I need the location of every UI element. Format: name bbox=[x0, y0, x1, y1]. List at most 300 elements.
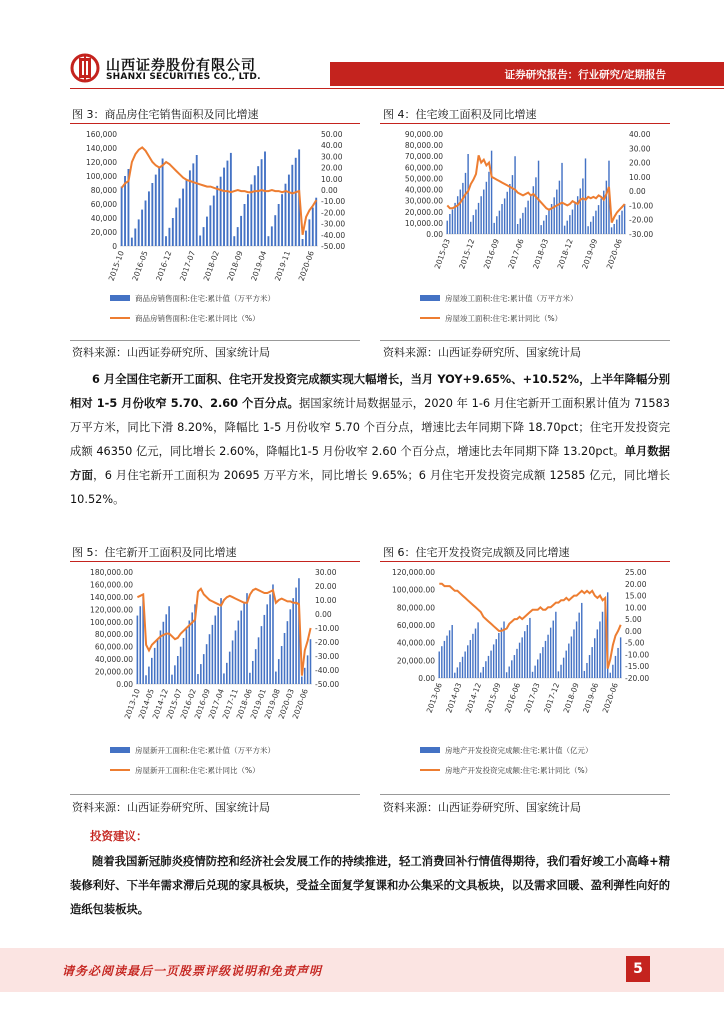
bar-mark bbox=[560, 665, 561, 678]
bar-mark bbox=[310, 639, 312, 684]
left-axis-tick-label: 20,000.00 bbox=[396, 656, 435, 666]
bar-mark bbox=[145, 675, 147, 684]
bar-mark bbox=[196, 155, 198, 246]
bar-mark bbox=[556, 190, 557, 234]
figure-6-chart bbox=[380, 564, 670, 788]
right-axis-tick-label: -40.00 bbox=[315, 666, 340, 675]
bar-mark bbox=[483, 190, 484, 234]
bar-mark bbox=[546, 215, 547, 234]
x-axis-tick-label: 2018-03 bbox=[530, 237, 551, 271]
bar-mark bbox=[459, 662, 460, 678]
bar-mark bbox=[598, 205, 599, 234]
x-axis-tick-label: 2018-06 bbox=[234, 687, 254, 721]
right-axis-tick-label: -20.00 bbox=[321, 208, 346, 218]
right-axis-tick-label: -10.00 bbox=[321, 197, 346, 207]
bar-mark bbox=[581, 603, 582, 678]
bar-mark bbox=[624, 204, 625, 234]
right-axis-tick-label: -15.00 bbox=[625, 662, 650, 672]
bar-mark bbox=[574, 203, 575, 234]
x-axis-tick-label: 2014-12 bbox=[463, 681, 483, 715]
bar-mark bbox=[584, 671, 585, 678]
bar-mark bbox=[555, 612, 556, 678]
bar-mark bbox=[226, 663, 228, 684]
x-axis-tick-label: 2019-11 bbox=[272, 249, 293, 283]
x-axis-tick-label: 2019-08 bbox=[262, 687, 282, 721]
figure-5-rule bbox=[70, 561, 360, 562]
bar-mark bbox=[594, 638, 595, 678]
bar-mark bbox=[553, 197, 554, 234]
bar-mark bbox=[200, 664, 202, 684]
bar-mark bbox=[617, 648, 618, 678]
x-axis-tick-label: 2020-06 bbox=[600, 681, 620, 715]
x-axis-tick-label: 2014-03 bbox=[444, 681, 464, 715]
bar-mark bbox=[278, 204, 280, 246]
bar-mark bbox=[235, 630, 237, 684]
left-axis-tick-label: 160,000 bbox=[85, 130, 117, 139]
right-axis-tick-label: 10.00 bbox=[315, 596, 337, 605]
right-axis-tick-label: 15.00 bbox=[625, 591, 647, 601]
bar-mark bbox=[568, 644, 569, 678]
left-axis-tick-label: 70,000.00 bbox=[404, 152, 443, 162]
bar-mark bbox=[488, 656, 489, 678]
bar-mark bbox=[134, 229, 136, 247]
bar-mark bbox=[517, 224, 518, 234]
bar-mark bbox=[261, 159, 263, 246]
bar-mark bbox=[171, 675, 173, 684]
bar-mark bbox=[610, 673, 611, 678]
bar-mark bbox=[462, 657, 463, 678]
figure-4-chart bbox=[380, 126, 670, 336]
bar-mark bbox=[186, 629, 188, 684]
x-axis-tick-label: 2014-12 bbox=[150, 687, 170, 721]
bar-mark bbox=[590, 222, 591, 234]
bar-mark bbox=[548, 210, 549, 234]
x-axis-tick-label: 2017-12 bbox=[542, 681, 562, 715]
bar-mark bbox=[227, 161, 229, 246]
bar-mark bbox=[602, 612, 603, 678]
bar-mark bbox=[572, 210, 573, 234]
bar-mark bbox=[237, 227, 239, 246]
bar-mark bbox=[564, 226, 565, 234]
bar-mark bbox=[124, 176, 126, 246]
right-axis-tick-label: 30.00 bbox=[321, 152, 343, 162]
bar-mark bbox=[470, 640, 471, 678]
bar-mark bbox=[499, 211, 500, 234]
bar-mark bbox=[449, 214, 450, 234]
legend-bar-label: 房屋新开工面积:住宅:累计值（万平方米） bbox=[135, 746, 276, 755]
bar-mark bbox=[192, 163, 194, 246]
bar-mark bbox=[249, 673, 251, 684]
right-axis-tick-label: -20.00 bbox=[625, 674, 650, 683]
legend-line-label: 房屋竣工面积:住宅:累计同比（%） bbox=[445, 314, 563, 323]
x-axis-tick-label: 2017-04 bbox=[206, 687, 226, 721]
legend-bar-swatch bbox=[420, 295, 440, 301]
bar-mark bbox=[292, 598, 294, 684]
bar-mark bbox=[145, 201, 147, 247]
bar-mark bbox=[491, 151, 492, 234]
bar-mark bbox=[232, 640, 234, 684]
bar-mark bbox=[488, 172, 489, 234]
bar-mark bbox=[457, 667, 458, 678]
bar-mark bbox=[233, 236, 235, 246]
bar-mark bbox=[203, 227, 205, 246]
bar-mark bbox=[179, 198, 181, 246]
bar-mark bbox=[447, 221, 448, 234]
bar-mark bbox=[139, 606, 141, 684]
bar-mark bbox=[308, 219, 310, 246]
x-axis-tick-label: 2015-03 bbox=[432, 237, 452, 271]
bar-mark bbox=[538, 161, 539, 234]
x-axis-tick-label: 2020-03 bbox=[276, 687, 296, 721]
left-axis-tick-label: 80,000.00 bbox=[404, 141, 443, 151]
bar-mark bbox=[148, 667, 150, 684]
right-axis-tick-label: 20.00 bbox=[315, 582, 337, 591]
bar-mark bbox=[512, 175, 513, 234]
bar-mark bbox=[305, 231, 307, 246]
bar-mark bbox=[508, 667, 509, 678]
figure-6-title: 图 6：住宅开发投资完成额及同比增速 bbox=[383, 546, 570, 559]
right-axis-tick-label: 10.00 bbox=[629, 172, 651, 182]
bar-mark bbox=[247, 194, 249, 246]
body-paragraph-1 bbox=[70, 368, 670, 512]
bar-mark bbox=[620, 637, 621, 678]
bar-mark bbox=[501, 204, 502, 234]
right-axis-tick-label: 0.00 bbox=[321, 186, 338, 195]
bar-mark bbox=[520, 218, 521, 234]
left-axis-tick-label: 0.00 bbox=[116, 680, 133, 689]
left-axis-tick-label: 140,000.00 bbox=[90, 592, 133, 602]
bar-mark bbox=[217, 607, 219, 684]
bar-mark bbox=[480, 196, 481, 234]
bar-mark bbox=[587, 226, 588, 234]
bar-mark bbox=[269, 594, 271, 684]
bar-mark bbox=[606, 181, 607, 234]
legend-bar-swatch bbox=[110, 747, 130, 753]
bar-mark bbox=[451, 625, 452, 678]
bar-mark bbox=[486, 182, 487, 234]
bar-mark bbox=[160, 630, 162, 684]
left-axis-tick-label: 100,000.00 bbox=[90, 617, 133, 627]
bar-mark bbox=[264, 615, 266, 684]
bar-mark bbox=[600, 198, 601, 234]
bar-mark bbox=[252, 661, 254, 684]
left-axis-tick-label: 60,000.00 bbox=[94, 642, 133, 652]
right-axis-tick-label: -30.00 bbox=[315, 652, 340, 661]
x-axis-tick-label: 2016-02 bbox=[178, 687, 198, 721]
left-axis-tick-label: 20,000 bbox=[90, 228, 117, 237]
bar-mark bbox=[307, 655, 309, 684]
bar-mark bbox=[559, 181, 560, 234]
bar-mark bbox=[182, 189, 184, 246]
x-axis-tick-label: 2019-04 bbox=[249, 249, 269, 283]
bar-mark bbox=[501, 628, 502, 678]
right-axis-tick-label: -50.00 bbox=[315, 680, 340, 689]
x-axis-tick-label: 2016-09 bbox=[481, 237, 502, 271]
bar-mark bbox=[295, 158, 297, 246]
bar-mark bbox=[177, 656, 179, 684]
x-axis-tick-label: 2014-05 bbox=[136, 687, 156, 721]
bar-mark bbox=[545, 641, 546, 678]
bar-mark bbox=[285, 184, 287, 246]
bar-mark bbox=[131, 238, 133, 246]
bar-mark bbox=[439, 652, 440, 679]
bar-mark bbox=[444, 641, 445, 678]
figure-3-rule bbox=[70, 123, 360, 124]
bar-mark bbox=[582, 178, 583, 234]
bar-mark bbox=[223, 673, 225, 684]
right-axis-tick-label: -30.00 bbox=[321, 219, 346, 229]
bar-mark bbox=[220, 177, 222, 246]
bar-mark bbox=[593, 216, 594, 234]
bar-mark bbox=[621, 211, 622, 234]
right-axis-tick-label: 50.00 bbox=[321, 130, 343, 139]
bar-mark bbox=[480, 673, 481, 678]
bar-mark bbox=[197, 674, 199, 684]
investment-title: 投资建议： bbox=[90, 829, 148, 843]
figure-5-source: 资料来源：山西证券研究所、国家统计局 bbox=[72, 801, 270, 814]
bar-mark bbox=[563, 658, 564, 678]
bar-mark bbox=[121, 187, 123, 247]
x-axis-tick-label: 2013-10 bbox=[122, 687, 142, 721]
x-axis-tick-label: 2015-07 bbox=[164, 687, 184, 721]
left-axis-tick-label: 90,000.00 bbox=[404, 130, 443, 139]
right-axis-tick-label: 40.00 bbox=[629, 130, 651, 139]
paragraph-1-lead: 6 月全国住宅新开工面积、住宅开发投资完成额实现大幅增长，当月 YOY+9.65%、+10.52%，上半年降幅分别相对 1-5 月份收窄 5.70、2.60 个百分点。 bbox=[70, 373, 670, 410]
left-axis-tick-label: 80,000.00 bbox=[94, 630, 133, 640]
left-axis-tick-label: 160,000.00 bbox=[90, 580, 133, 590]
bar-mark bbox=[576, 621, 577, 678]
figure-3-source: 资料来源：山西证券研究所、国家统计局 bbox=[72, 346, 270, 359]
left-axis-tick-label: 120,000.00 bbox=[392, 568, 435, 577]
bar-mark bbox=[511, 660, 512, 678]
bar-mark bbox=[478, 203, 479, 234]
x-axis-tick-label: 2015-12 bbox=[457, 237, 477, 271]
bar-mark bbox=[506, 672, 507, 678]
left-axis-tick-label: 50,000.00 bbox=[404, 174, 443, 184]
figure-6-source: 资料来源：山西证券研究所、国家统计局 bbox=[383, 801, 581, 814]
x-axis-tick-label: 2020-06 bbox=[604, 237, 624, 271]
left-axis-tick-label: 0.00 bbox=[418, 674, 435, 683]
bar-mark bbox=[151, 183, 153, 246]
right-axis-tick-label: -20.00 bbox=[315, 638, 340, 647]
bar-mark bbox=[230, 153, 232, 246]
x-axis-tick-label: 2017-07 bbox=[177, 249, 198, 283]
bar-mark bbox=[243, 602, 245, 684]
bar-mark bbox=[529, 618, 530, 678]
legend-bar-swatch bbox=[110, 295, 130, 301]
x-axis-tick-label: 2016-06 bbox=[502, 681, 523, 715]
bar-mark bbox=[504, 198, 505, 234]
bar-mark bbox=[288, 175, 290, 246]
bar-mark bbox=[464, 652, 465, 679]
bar-mark bbox=[467, 154, 468, 234]
bar-mark bbox=[472, 634, 473, 678]
bar-mark bbox=[206, 644, 208, 684]
left-axis-tick-label: 120,000 bbox=[85, 158, 117, 167]
bar-mark bbox=[586, 663, 587, 678]
bar-mark bbox=[490, 651, 491, 678]
bar-mark bbox=[470, 222, 471, 234]
legend-bar-label: 商品房销售面积:住宅:累计值（万平方米） bbox=[135, 294, 276, 303]
bar-mark bbox=[493, 644, 494, 678]
left-axis-tick-label: 140,000 bbox=[85, 144, 117, 153]
bar-mark bbox=[209, 634, 211, 684]
bar-mark bbox=[154, 648, 156, 684]
left-axis-tick-label: 20,000.00 bbox=[404, 207, 443, 217]
bar-mark bbox=[209, 205, 211, 246]
left-axis-tick-label: 0.00 bbox=[426, 230, 443, 239]
bar-mark bbox=[258, 637, 260, 684]
x-axis-tick-label: 2020-06 bbox=[296, 249, 316, 283]
x-axis-tick-label: 2016-12 bbox=[154, 249, 174, 283]
bar-mark bbox=[457, 196, 458, 234]
bar-mark bbox=[168, 606, 170, 684]
bar-mark bbox=[597, 629, 598, 678]
bar-mark bbox=[493, 223, 494, 234]
bar-mark bbox=[216, 186, 218, 246]
bar-mark bbox=[199, 236, 201, 247]
bar-mark bbox=[477, 622, 478, 678]
bar-mark bbox=[302, 239, 304, 246]
paragraph-1-text-2: ，6 月住宅新开工面积为 20695 万平方米，同比增长 9.65%；6 月住宅开发投资完成额 12585 亿元，同比增长 10.52%。 bbox=[70, 469, 670, 506]
x-axis-tick-label: 2017-06 bbox=[506, 237, 526, 271]
x-axis-tick-label: 2017-11 bbox=[220, 687, 240, 721]
bar-mark bbox=[483, 667, 484, 678]
bar-mark bbox=[141, 210, 143, 246]
bar-mark bbox=[591, 647, 592, 678]
left-axis-tick-label: 120,000.00 bbox=[90, 605, 133, 615]
bar-mark bbox=[189, 621, 191, 684]
bar-mark bbox=[521, 637, 522, 678]
bar-mark bbox=[186, 180, 188, 247]
x-axis-tick-label: 2020-06 bbox=[290, 687, 310, 721]
left-axis-tick-label: 60,000.00 bbox=[396, 621, 435, 630]
company-name-en: SHANXI SECURITIES CO., LTD. bbox=[106, 72, 261, 82]
right-axis-tick-label: 25.00 bbox=[625, 568, 647, 577]
bar-mark bbox=[580, 188, 581, 234]
x-axis-tick-label: 2013-06 bbox=[424, 681, 444, 715]
bar-mark bbox=[599, 621, 600, 678]
bar-mark bbox=[547, 635, 548, 678]
bar-mark bbox=[449, 630, 450, 678]
x-axis-tick-label: 2017-03 bbox=[522, 681, 542, 715]
bar-mark bbox=[155, 175, 157, 246]
paragraph-1-text: 据国家统计局数据显示，2020 年 1-6 月住宅新开工面积累计值为 71583 万平方米，同比下滑 8.20%，降幅比 1-5 月份收窄 5.70 个百分点，增速比去年同期下降 18.70pct；住宅开发投资完成额 46350 亿元，同比增长 2.60%，降幅比1-5 月份收窄 2.60 个百分点，增速比去年同期下降 13.20pct。 bbox=[70, 397, 670, 458]
bar-mark bbox=[462, 183, 463, 234]
right-axis-tick-label: 20.00 bbox=[629, 158, 651, 168]
bar-mark bbox=[240, 611, 242, 684]
bar-mark bbox=[157, 639, 159, 684]
report-type-label: 证券研究报告：行业研究/定期报告 bbox=[504, 69, 666, 81]
bar-mark bbox=[496, 216, 497, 234]
right-axis-tick-label: 20.00 bbox=[321, 163, 343, 173]
company-logo-icon bbox=[70, 53, 100, 83]
bar-mark bbox=[148, 191, 150, 246]
bar-mark bbox=[289, 609, 291, 684]
bar-mark bbox=[571, 636, 572, 678]
bar-mark bbox=[611, 227, 612, 234]
left-axis-tick-label: 20,000.00 bbox=[94, 667, 133, 677]
bar-mark bbox=[573, 629, 574, 678]
legend-line-label: 商品房销售面积:住宅:累计同比（%） bbox=[135, 314, 260, 323]
bar-mark bbox=[244, 204, 246, 246]
bar-mark bbox=[527, 625, 528, 678]
disclaimer-note: 请务必阅读最后一页股票评级说明和免责声明 bbox=[62, 964, 323, 978]
left-axis-tick-label: 80,000 bbox=[90, 186, 117, 195]
bar-mark bbox=[475, 629, 476, 678]
bar-mark bbox=[212, 625, 214, 684]
page-header bbox=[0, 0, 724, 92]
bar-mark bbox=[509, 184, 510, 234]
bar-mark bbox=[535, 177, 536, 234]
bar-mark bbox=[475, 210, 476, 234]
bar-mark bbox=[514, 156, 515, 234]
right-axis-tick-label: -40.00 bbox=[321, 230, 346, 240]
bar-mark bbox=[206, 217, 208, 246]
bar-mark bbox=[301, 677, 303, 684]
bar-mark bbox=[238, 621, 240, 684]
bar-mark bbox=[254, 175, 256, 246]
x-axis-tick-label: 2019-06 bbox=[581, 681, 601, 715]
right-axis-tick-label: -10.00 bbox=[625, 650, 650, 660]
line-series bbox=[122, 147, 317, 234]
bar-mark bbox=[163, 622, 165, 684]
bar-mark bbox=[240, 216, 242, 246]
bar-mark bbox=[460, 190, 461, 234]
bar-mark bbox=[465, 173, 466, 234]
bar-mark bbox=[567, 221, 568, 234]
bar-mark bbox=[543, 221, 544, 234]
bar-mark bbox=[158, 168, 160, 246]
bar-mark bbox=[275, 672, 277, 684]
bar-mark bbox=[530, 194, 531, 234]
figure-4-title: 图 4：住宅竣工面积及同比增速 bbox=[383, 108, 537, 121]
bar-mark bbox=[174, 665, 176, 684]
left-axis-tick-label: 30,000.00 bbox=[404, 196, 443, 206]
bar-mark bbox=[540, 225, 541, 234]
bar-mark bbox=[619, 215, 620, 234]
x-axis-tick-label: 2016-09 bbox=[192, 687, 212, 721]
bar-mark bbox=[274, 215, 276, 246]
bar-mark bbox=[553, 621, 554, 678]
bar-mark bbox=[616, 220, 617, 234]
bar-mark bbox=[137, 616, 139, 684]
bar-mark bbox=[540, 653, 541, 678]
left-axis-tick-label: 60,000.00 bbox=[404, 163, 443, 173]
figure-5-source-rule bbox=[70, 794, 360, 795]
bar-mark bbox=[203, 654, 205, 684]
left-axis-tick-label: 10,000.00 bbox=[404, 218, 443, 228]
figure-4-source: 资料来源：山西证券研究所、国家统计局 bbox=[383, 346, 581, 359]
bar-mark bbox=[578, 613, 579, 678]
left-axis-tick-label: 0 bbox=[112, 242, 117, 251]
left-axis-tick-label: 80,000.00 bbox=[396, 603, 435, 613]
bar-mark bbox=[255, 649, 257, 684]
page-footer bbox=[0, 948, 724, 992]
x-axis-tick-label: 2018-12 bbox=[555, 237, 575, 271]
right-axis-tick-label: 10.00 bbox=[321, 174, 343, 184]
paragraph-1-lead-2: 单月数据方面 bbox=[70, 445, 670, 482]
bar-mark bbox=[180, 647, 182, 684]
bar-mark bbox=[561, 163, 562, 234]
bar-mark bbox=[284, 633, 286, 684]
bar-mark bbox=[267, 236, 269, 246]
page-number: 5 bbox=[626, 956, 650, 982]
bar-mark bbox=[151, 658, 153, 684]
bar-mark bbox=[165, 236, 167, 246]
bar-mark bbox=[183, 638, 185, 684]
bar-mark bbox=[446, 636, 447, 678]
